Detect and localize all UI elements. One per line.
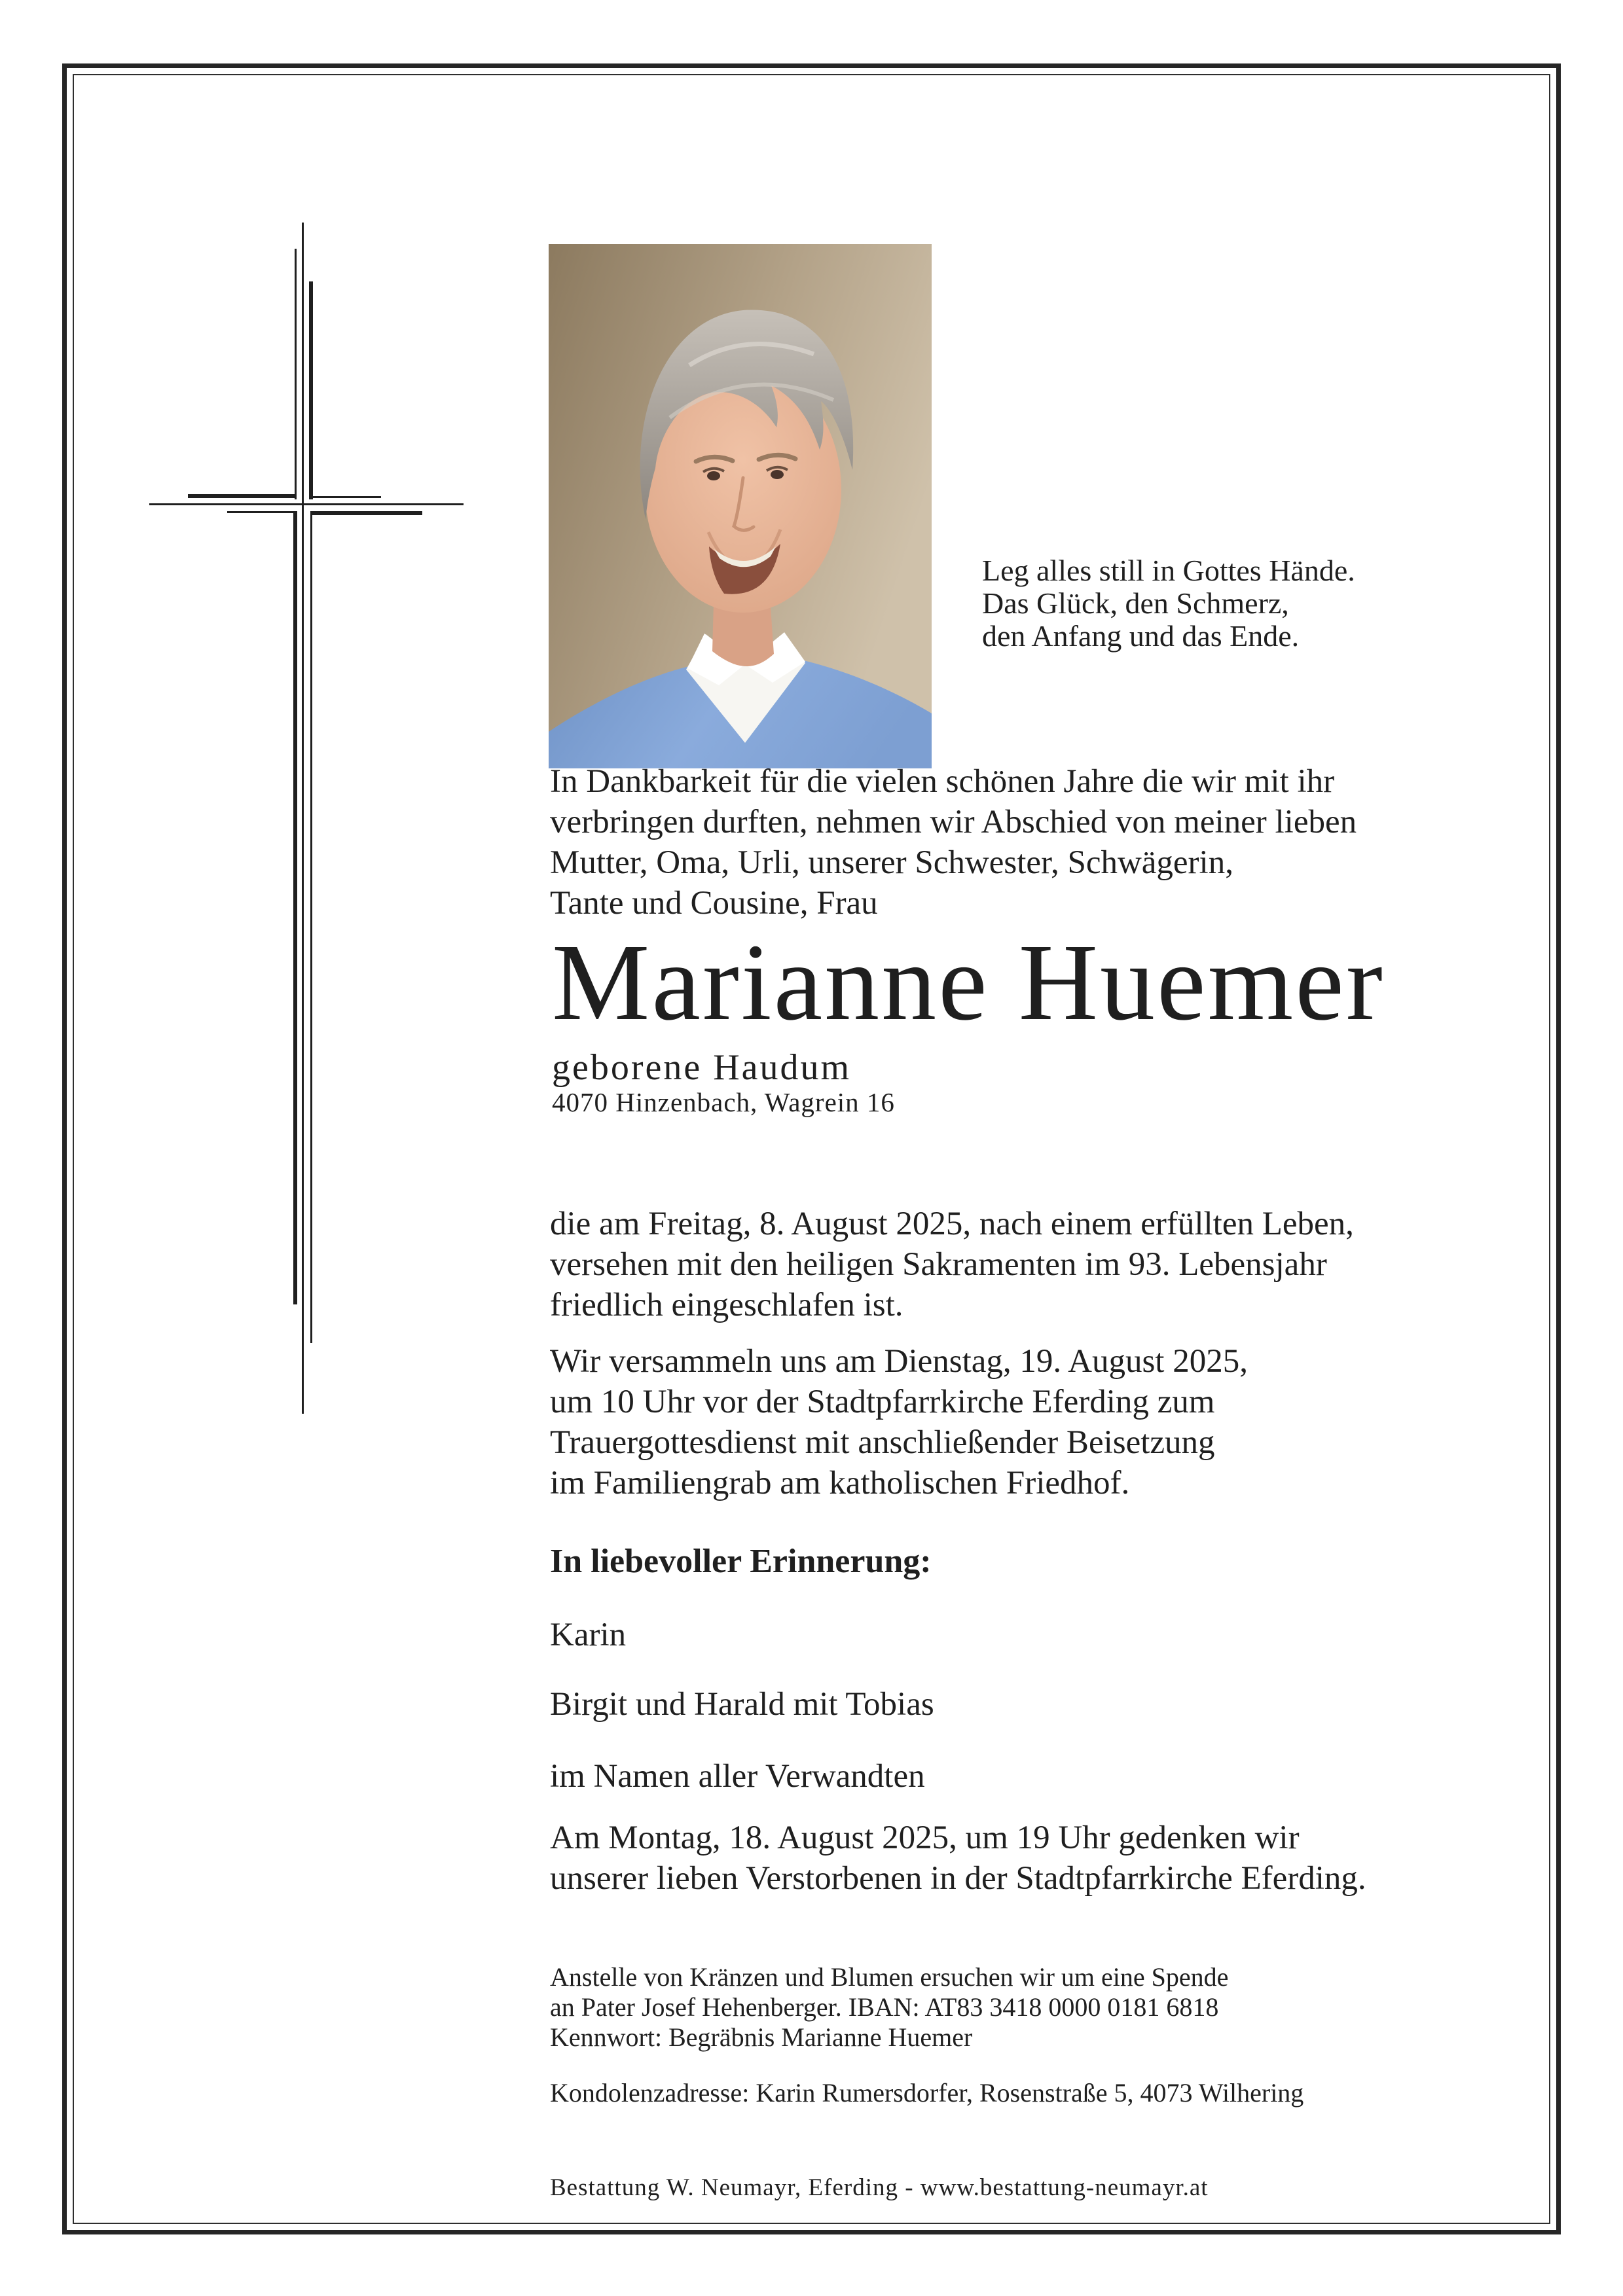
funeral-paragraph: Wir versammeln uns am Dienstag, 19. August 2025, um 10 Uhr vor der Stadtpfarrkirche Eferding zum Trauergottesdienst mit anschließender Beisetzung im Familiengrab am katholischen Friedhof. [550,1343,1248,1501]
deceased-address: 4070 Hinzenbach, Wagrein 16 [552,1087,895,1117]
mourner-line: im Namen aller Verwandten [550,1758,925,1795]
cross-line [295,249,297,499]
cross-line [149,503,464,505]
death-paragraph: die am Freitag, 8. August 2025, nach einem erfüllten Leben, versehen mit den heiligen Sakramenten im 93. Lebensjahr friedlich eingeschlafen ist. [550,1206,1354,1323]
cross-line [188,494,296,498]
intro-paragraph: In Dankbarkeit für die vielen schönen Jahre die wir mit ihr verbringen durften, nehmen wir Abschied von meiner lieben Mutter, Oma, Urli, unserer Schwester, Schwägerin, Tante und Cousine, Frau [550,763,1357,922]
cross-line [310,511,312,1343]
cross-line [293,511,297,1304]
cross-line [302,223,304,1414]
cross-line [309,281,313,499]
funeral-home-footer: Bestattung W. Neumayr, Eferding - www.bestattung-neumayr.at [550,2174,1209,2201]
cross-line [310,496,381,498]
donation-paragraph: Anstelle von Kränzen und Blumen ersuchen wir um eine Spende an Pater Josef Hehenberger. IBAN: AT83 3418 0000 0181 6818 Kennwort: Begräbnis Marianne Huemer [550,1962,1229,2052]
memorial-quote: Leg alles still in Gottes Hände. Das Glück, den Schmerz, den Anfang und das Ende. [982,554,1355,653]
condolence-address-line: Kondolenzadresse: Karin Rumersdorfer, Rosenstraße 5, 4073 Wilhering [550,2078,1304,2108]
deceased-name: Marianne Huemer [552,922,1385,1043]
memorial-mass-paragraph: Am Montag, 18. August 2025, um 19 Uhr gedenken wir unserer lieben Verstorbenen in der Stadtpfarrkirche Eferding. [550,1820,1366,1897]
portrait-photo [549,244,932,768]
mourner-line: Karin [550,1617,627,1653]
cross-line [312,511,422,515]
cross-line [227,511,296,513]
mourner-line: Birgit und Harald mit Tobias [550,1686,934,1723]
portrait-illustration [549,244,932,768]
maiden-name: geborene Haudum [552,1047,852,1088]
remembrance-heading: In liebevoller Erinnerung: [550,1543,932,1580]
